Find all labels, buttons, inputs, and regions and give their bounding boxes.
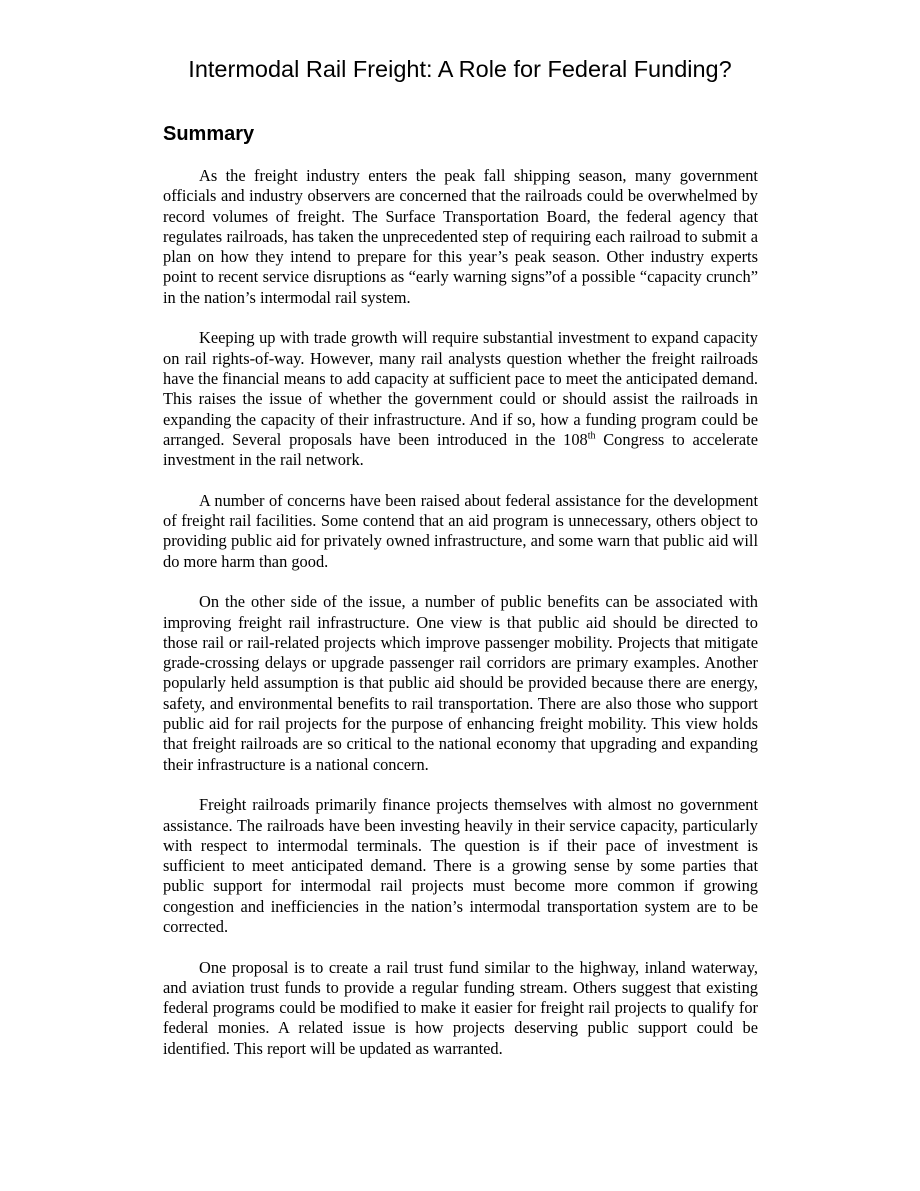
paragraph-2-text-before: Keeping up with trade growth will require substantial investment to expand capacity on rail rights-of-way. However, many rail analysts question whether the freight railroads have the financial means to add capacity at sufficient pace to meet the anticipated demand. This raises the issue of whether the government could or should assist the railroads in expanding the capacity of their infrastructure. And if so, how a funding program could be arranged. Several proposals have been introduced in the 108 — [163, 328, 758, 449]
summary-paragraph-4: On the other side of the issue, a number of public benefits can be associated with improving freight rail infrastructure. One view is that public aid should be directed to those rail or rail-related projects which improve passenger mobility. Projects that mitigate grade-crossing delays or upgrade passenger rail corridors are primary examples. Another popularly held assumption is that public aid should be provided because there are energy, safety, and environmental benefits to rail transportation. There are also those who support public aid for rail projects for the purpose of enhancing freight mobility. This view holds that freight railroads are so critical to the national economy that upgrading and expanding their infrastructure is a national concern. — [163, 592, 758, 774]
summary-paragraph-1: As the freight industry enters the peak fall shipping season, many government officials and industry observers are concerned that the railroads could be overwhelmed by record volumes of freight. The Surface Transportation Board, the federal agency that regulates railroads, has taken the unprecedented step of requiring each railroad to submit a plan on how they intend to prepare for this year’s peak season. Other industry experts point to recent service disruptions as “early warning signs”of a possible “capacity crunch” in the nation’s intermodal rail system. — [163, 166, 758, 307]
summary-body — [163, 166, 758, 1079]
summary-paragraph-5: Freight railroads primarily finance projects themselves with almost no government assistance. The railroads have been investing heavily in their service capacity, particularly with respect to intermodal terminals. The question is if their pace of investment is sufficient to meet anticipated demand. There is a growing sense by some parties that public support for intermodal rail projects must become more common if growing congestion and inefficiencies in the nation’s intermodal transportation system are to be corrected. — [163, 795, 758, 936]
section-heading-summary: Summary — [163, 123, 255, 145]
ordinal-superscript: th — [587, 430, 596, 442]
summary-paragraph-2 — [163, 328, 758, 470]
document-title: Intermodal Rail Freight: A Role for Federal Funding? — [188, 56, 732, 82]
summary-paragraph-6: One proposal is to create a rail trust fund similar to the highway, inland waterway, and aviation trust funds to provide a regular funding stream. Others suggest that existing federal programs could be modified to make it easier for freight rail projects to qualify for federal monies. A related issue is how projects deserving public support could be identified. This report will be updated as warranted. — [163, 957, 758, 1058]
summary-paragraph-3: A number of concerns have been raised about federal assistance for the development of freight rail facilities. Some contend that an aid program is unnecessary, others object to providing public aid for privately owned infrastructure, and some warn that public aid will do more harm than good. — [163, 490, 758, 571]
paragraph-2-text-after: Congress to accelerate investment in the rail network. — [163, 429, 758, 470]
